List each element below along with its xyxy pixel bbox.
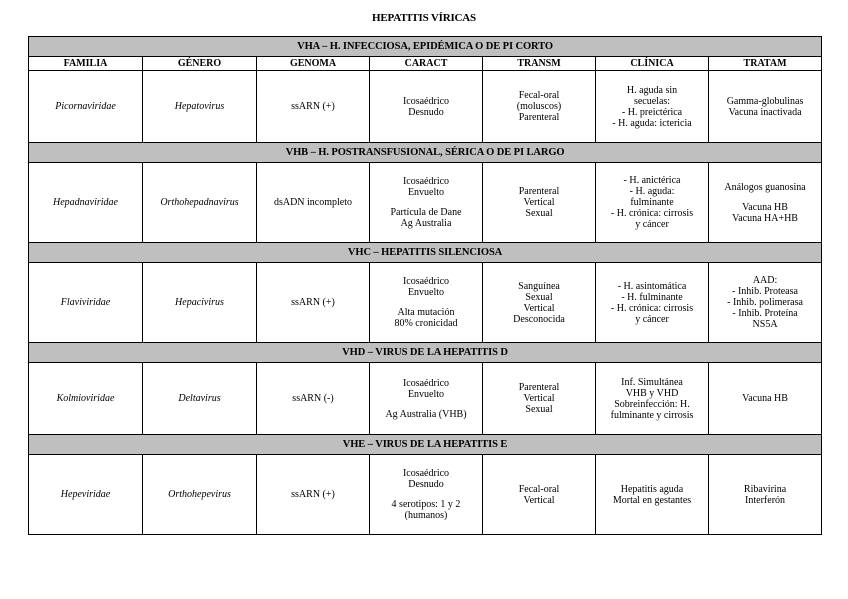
genoma-cell: ssARN (+)	[257, 71, 370, 143]
familia-cell: Hepadnaviridae	[29, 163, 143, 243]
tratam-cell-line: - Inhib. polimerasa	[727, 297, 803, 308]
transm-cell-line: Parenteral	[518, 382, 560, 393]
caract-cell	[370, 263, 483, 343]
clinica-cell-line: fulminante y cirrosis	[610, 409, 694, 421]
section-heading: VHC – HEPATITIS SILENCIOSA	[29, 243, 822, 263]
clinica-cell-line: VHB y VHD	[625, 387, 679, 399]
clinica-cell	[596, 163, 709, 243]
clinica-cell-line: - H. asintomática	[617, 280, 687, 292]
transm-cell-line: Vertical	[523, 393, 555, 404]
column-header: GENOMA	[257, 57, 370, 71]
caract-cell	[370, 163, 483, 243]
familia-cell: Flaviviridae	[29, 263, 143, 343]
section-header-row	[29, 343, 822, 363]
column-header: FAMILIA	[29, 57, 143, 71]
clinica-cell-line: y cáncer	[635, 313, 669, 325]
column-header: TRANSM	[483, 57, 596, 71]
caract-cell-line: Desnudo	[408, 106, 444, 118]
caract-cell-line: Icosaédrico	[402, 468, 450, 479]
column-header: TRATAM	[709, 57, 822, 71]
table-row	[29, 263, 822, 343]
clinica-cell	[596, 363, 709, 435]
caract-cell-line: Desnudo	[408, 479, 444, 490]
tratam-cell-line: Gamma-globulinas	[726, 95, 804, 107]
tratam-cell	[709, 163, 822, 243]
clinica-cell-line: - H. crónica: cirrosis	[610, 208, 694, 219]
tratam-cell	[709, 363, 822, 435]
tratam-cell	[709, 455, 822, 535]
caract-cell-line	[372, 490, 480, 499]
transm-cell	[483, 163, 596, 243]
tratam-cell-line: - Inhib. Proteasa	[732, 286, 798, 297]
transm-cell-line: Sexual	[525, 208, 553, 219]
caract-cell-line: Alta mutación	[397, 307, 455, 318]
column-header-row	[29, 57, 822, 71]
tratam-cell-line	[711, 193, 819, 202]
section-header-row	[29, 37, 822, 57]
tratam-cell-line: Vacuna inactivada	[728, 106, 802, 118]
clinica-cell	[596, 263, 709, 343]
transm-cell-line: Vertical	[523, 494, 555, 506]
tratam-cell-line: Ribavirina	[743, 483, 787, 495]
familia-cell: Kolmioviridae	[29, 363, 143, 435]
section-header-row	[29, 143, 822, 163]
clinica-cell-line: fulminante	[630, 197, 674, 208]
genero-cell: Orthohepevirus	[143, 455, 257, 535]
column-header: CLÍNICA	[596, 57, 709, 71]
tratam-cell-line: AAD:	[752, 275, 778, 286]
tratam-cell-line: NS5A	[752, 319, 778, 330]
caract-cell	[370, 71, 483, 143]
genero-cell: Hepatovirus	[143, 71, 257, 143]
clinica-cell-line: secuelas:	[633, 95, 671, 107]
caract-cell-line: Icosaédrico	[402, 276, 450, 287]
tratam-cell-line: - Inhib. Proteína	[732, 308, 798, 319]
transm-cell-line: Fecal-oral	[518, 483, 560, 495]
document-title: HEPATITIS VÍRICAS	[372, 12, 476, 24]
transm-cell-line: Desconocida	[513, 313, 565, 325]
transm-cell	[483, 455, 596, 535]
caract-cell-line: Envuelto	[407, 187, 445, 198]
section-header-row	[29, 243, 822, 263]
section-header-row	[29, 435, 822, 455]
transm-cell-line: Sexual	[525, 291, 553, 303]
genero-cell: Deltavirus	[143, 363, 257, 435]
familia-cell: Hepeviridae	[29, 455, 143, 535]
transm-cell-line: (moluscos)	[516, 101, 562, 112]
table-row	[29, 363, 822, 435]
caract-cell-line	[372, 400, 480, 409]
caract-cell-line: 80% cronicidad	[394, 318, 458, 329]
table-row	[29, 455, 822, 535]
transm-cell-line: Parenteral	[518, 112, 560, 123]
caract-cell	[370, 363, 483, 435]
column-header: GÉNERO	[143, 57, 257, 71]
clinica-cell-line: - H. fulminante	[621, 291, 683, 303]
hepatitis-table	[28, 36, 822, 535]
section-heading: VHB – H. POSTRANSFUSIONAL, SÉRICA O DE PI LARGO	[29, 143, 822, 163]
transm-cell	[483, 263, 596, 343]
clinica-cell	[596, 455, 709, 535]
caract-cell-line: Icosaédrico	[402, 176, 450, 187]
caract-cell-line: Ag Australia	[400, 218, 452, 229]
familia-cell: Picornaviridae	[29, 71, 143, 143]
genoma-cell: ssARN (-)	[257, 363, 370, 435]
transm-cell-line: Parenteral	[518, 186, 560, 197]
genoma-cell: dsADN incompleto	[257, 163, 370, 243]
transm-cell-line: Vertical	[523, 302, 555, 314]
caract-cell-line: Ag Australia (VHB)	[385, 408, 467, 420]
transm-cell-line: Fecal-oral	[518, 90, 560, 101]
caract-cell-line: Icosaédrico	[402, 95, 450, 107]
transm-cell-line: Sanguínea	[518, 280, 560, 292]
tratam-cell-line: Interferón	[745, 494, 786, 506]
transm-cell-line: Vertical	[523, 197, 555, 208]
clinica-cell-line: - H. aguda: ictericia	[612, 117, 692, 129]
caract-cell-line: (humanos)	[404, 510, 448, 521]
tratam-cell	[709, 263, 822, 343]
clinica-cell-line: H. aguda sin	[626, 84, 678, 96]
clinica-cell-line: Mortal en gestantes	[612, 494, 692, 506]
section-heading: VHE – VIRUS DE LA HEPATITIS E	[29, 435, 822, 455]
caract-cell-line: Envuelto	[407, 287, 445, 298]
clinica-cell-line: y cáncer	[635, 219, 669, 230]
clinica-cell-line: - H. crónica: cirrosis	[610, 302, 694, 314]
caract-cell-line: Envuelto	[407, 388, 445, 400]
section-heading: VHD – VIRUS DE LA HEPATITIS D	[29, 343, 822, 363]
section-heading: VHA – H. INFECCIOSA, EPIDÉMICA O DE PI CORTO	[29, 37, 822, 57]
caract-cell	[370, 455, 483, 535]
clinica-cell-line: - H. aguda:	[629, 186, 675, 197]
tratam-cell-line: Vacuna HA+HB	[732, 212, 798, 224]
caract-cell-line: 4 serotipos: 1 y 2	[391, 499, 461, 510]
clinica-cell-line: Hepatitis aguda	[620, 483, 684, 495]
transm-cell	[483, 363, 596, 435]
tratam-cell	[709, 71, 822, 143]
genero-cell: Hepacivirus	[143, 263, 257, 343]
transm-cell	[483, 71, 596, 143]
clinica-cell	[596, 71, 709, 143]
caract-cell-line: Partícula de Dane	[390, 207, 462, 218]
column-header: CARACT	[370, 57, 483, 71]
caract-cell-line: Icosaédrico	[402, 377, 450, 389]
tratam-cell-line: Vacuna HB	[742, 393, 788, 404]
clinica-cell-line: Sobreinfección: H.	[614, 398, 690, 410]
genero-cell: Orthohepadnavirus	[143, 163, 257, 243]
caract-cell-line	[372, 198, 480, 207]
clinica-cell-line: - H. anictérica	[623, 175, 681, 186]
tratam-cell-line: Vacuna HB	[742, 201, 788, 213]
clinica-cell-line: - H. preictérica	[621, 106, 683, 118]
table-row	[29, 163, 822, 243]
table-row	[29, 71, 822, 143]
tratam-cell-line: Análogos guanosina	[724, 181, 806, 193]
caract-cell-line	[372, 298, 480, 307]
transm-cell-line: Sexual	[525, 404, 553, 415]
genoma-cell: ssARN (+)	[257, 455, 370, 535]
genoma-cell: ssARN (+)	[257, 263, 370, 343]
clinica-cell-line: Inf. Simultánea	[621, 376, 683, 388]
